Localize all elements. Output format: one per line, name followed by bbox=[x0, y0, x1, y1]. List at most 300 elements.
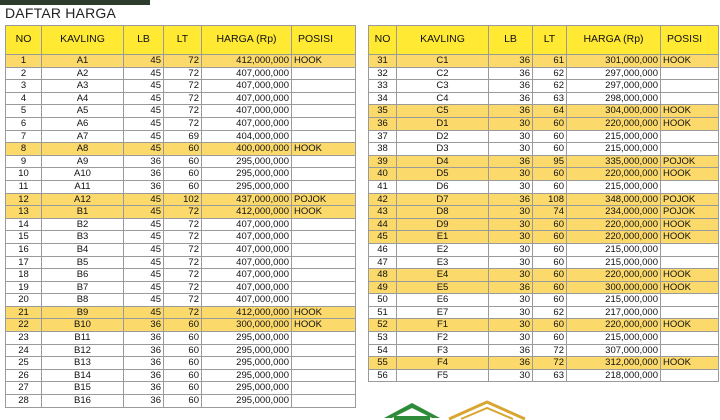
cell-kavling: B4 bbox=[42, 243, 124, 256]
table-row bbox=[6, 67, 356, 80]
cell-lb: 36 bbox=[489, 281, 533, 294]
cell-lt: 60 bbox=[164, 155, 202, 168]
cell-no: 12 bbox=[6, 193, 42, 206]
cell-posisi: HOOK bbox=[661, 357, 719, 370]
cell-lt: 62 bbox=[533, 306, 567, 319]
cell-lb: 45 bbox=[124, 55, 164, 68]
table-row bbox=[6, 155, 356, 168]
cell-kavling: A1 bbox=[42, 55, 124, 68]
cell-harga: 335,000,000 bbox=[567, 155, 661, 168]
cell-harga: 295,000,000 bbox=[202, 357, 292, 370]
cell-no: 37 bbox=[369, 130, 397, 143]
cell-kavling: A3 bbox=[42, 80, 124, 93]
header-lt: LT bbox=[164, 26, 202, 55]
cell-posisi bbox=[292, 269, 356, 282]
header-lb: LB bbox=[489, 26, 533, 55]
cell-lb: 36 bbox=[124, 168, 164, 181]
cell-kavling: C3 bbox=[397, 80, 489, 93]
table-row bbox=[369, 206, 719, 219]
cell-no: 42 bbox=[369, 193, 397, 206]
cell-harga: 295,000,000 bbox=[202, 369, 292, 382]
cell-no: 2 bbox=[6, 67, 42, 80]
cell-lt: 102 bbox=[164, 193, 202, 206]
cell-lb: 30 bbox=[489, 369, 533, 382]
cell-lt: 72 bbox=[164, 206, 202, 219]
cell-lb: 45 bbox=[124, 92, 164, 105]
table-row bbox=[369, 168, 719, 181]
table-row bbox=[369, 130, 719, 143]
table-row bbox=[6, 294, 356, 307]
cell-harga: 407,000,000 bbox=[202, 92, 292, 105]
cell-lb: 36 bbox=[489, 67, 533, 80]
cell-posisi bbox=[292, 332, 356, 345]
cell-lb: 45 bbox=[124, 281, 164, 294]
cell-kavling: B6 bbox=[42, 269, 124, 282]
cell-harga: 437,000,000 bbox=[202, 193, 292, 206]
cell-harga: 295,000,000 bbox=[202, 344, 292, 357]
table-row bbox=[6, 55, 356, 68]
header-posisi: POSISI bbox=[661, 26, 719, 55]
cell-harga: 348,000,000 bbox=[567, 193, 661, 206]
header-row bbox=[369, 26, 719, 55]
cell-kavling: A12 bbox=[42, 193, 124, 206]
cell-kavling: D9 bbox=[397, 218, 489, 231]
cell-kavling: D1 bbox=[397, 117, 489, 130]
cell-posisi: HOOK bbox=[661, 269, 719, 282]
cell-kavling: E3 bbox=[397, 256, 489, 269]
cell-harga: 220,000,000 bbox=[567, 269, 661, 282]
cell-posisi bbox=[292, 80, 356, 93]
cell-harga: 295,000,000 bbox=[202, 382, 292, 395]
cell-harga: 412,000,000 bbox=[202, 306, 292, 319]
cell-harga: 215,000,000 bbox=[567, 294, 661, 307]
cell-kavling: A10 bbox=[42, 168, 124, 181]
price-table-left bbox=[5, 25, 356, 408]
table-row bbox=[369, 306, 719, 319]
cell-lb: 30 bbox=[489, 130, 533, 143]
cell-lt: 72 bbox=[164, 243, 202, 256]
cell-posisi: POJOK bbox=[292, 193, 356, 206]
table-row bbox=[6, 105, 356, 118]
cell-no: 5 bbox=[6, 105, 42, 118]
cell-no: 35 bbox=[369, 105, 397, 118]
cell-lb: 36 bbox=[489, 193, 533, 206]
cell-posisi bbox=[661, 294, 719, 307]
cell-posisi bbox=[292, 117, 356, 130]
cell-lt: 63 bbox=[533, 92, 567, 105]
cell-posisi: HOOK bbox=[661, 117, 719, 130]
table-row bbox=[369, 256, 719, 269]
cell-kavling: A7 bbox=[42, 130, 124, 143]
cell-harga: 300,000,000 bbox=[202, 319, 292, 332]
cell-posisi bbox=[661, 180, 719, 193]
cell-lb: 36 bbox=[124, 369, 164, 382]
cell-no: 28 bbox=[6, 395, 42, 408]
cell-lt: 60 bbox=[164, 395, 202, 408]
cell-posisi bbox=[292, 67, 356, 80]
cell-posisi: HOOK bbox=[292, 306, 356, 319]
table-row bbox=[6, 357, 356, 370]
cell-lb: 30 bbox=[489, 256, 533, 269]
cell-lb: 30 bbox=[489, 332, 533, 345]
cell-no: 15 bbox=[6, 231, 42, 244]
cell-lt: 60 bbox=[164, 143, 202, 156]
cell-kavling: B11 bbox=[42, 332, 124, 345]
cell-lb: 36 bbox=[489, 55, 533, 68]
table-row bbox=[369, 269, 719, 282]
cell-no: 21 bbox=[6, 306, 42, 319]
cell-lb: 30 bbox=[489, 319, 533, 332]
cell-harga: 407,000,000 bbox=[202, 80, 292, 93]
cell-no: 17 bbox=[6, 256, 42, 269]
cell-lb: 30 bbox=[489, 231, 533, 244]
cell-posisi bbox=[292, 243, 356, 256]
cell-harga: 295,000,000 bbox=[202, 168, 292, 181]
cell-kavling: D6 bbox=[397, 180, 489, 193]
cell-kavling: A11 bbox=[42, 180, 124, 193]
cell-kavling: E5 bbox=[397, 281, 489, 294]
cell-lt: 72 bbox=[164, 67, 202, 80]
table-row bbox=[6, 168, 356, 181]
cell-no: 10 bbox=[6, 168, 42, 181]
cell-harga: 300,000,000 bbox=[567, 281, 661, 294]
cell-no: 48 bbox=[369, 269, 397, 282]
cell-lt: 60 bbox=[533, 243, 567, 256]
table-row bbox=[6, 92, 356, 105]
cell-lb: 36 bbox=[489, 155, 533, 168]
table-row bbox=[6, 80, 356, 93]
cell-no: 44 bbox=[369, 218, 397, 231]
table-row bbox=[6, 231, 356, 244]
cell-kavling: D4 bbox=[397, 155, 489, 168]
cell-posisi: POJOK bbox=[661, 206, 719, 219]
table-row bbox=[6, 256, 356, 269]
cell-no: 34 bbox=[369, 92, 397, 105]
cell-lt: 60 bbox=[164, 357, 202, 370]
cell-no: 31 bbox=[369, 55, 397, 68]
cell-lb: 45 bbox=[124, 218, 164, 231]
cell-no: 24 bbox=[6, 344, 42, 357]
page-title: DAFTAR HARGA bbox=[5, 5, 117, 21]
cell-lt: 60 bbox=[533, 294, 567, 307]
cell-lb: 30 bbox=[489, 180, 533, 193]
table-row bbox=[6, 243, 356, 256]
cell-no: 25 bbox=[6, 357, 42, 370]
cell-posisi bbox=[661, 369, 719, 382]
cell-lt: 72 bbox=[164, 256, 202, 269]
table-row bbox=[6, 369, 356, 382]
cell-kavling: D3 bbox=[397, 143, 489, 156]
cell-posisi bbox=[292, 180, 356, 193]
cell-lt: 72 bbox=[164, 105, 202, 118]
cell-no: 26 bbox=[6, 369, 42, 382]
cell-no: 18 bbox=[6, 269, 42, 282]
table-row bbox=[6, 180, 356, 193]
cell-kavling: E1 bbox=[397, 231, 489, 244]
cell-lt: 60 bbox=[533, 218, 567, 231]
cell-posisi bbox=[661, 332, 719, 345]
table-row bbox=[369, 180, 719, 193]
cell-no: 36 bbox=[369, 117, 397, 130]
cell-posisi bbox=[661, 306, 719, 319]
table-row bbox=[369, 67, 719, 80]
cell-lt: 60 bbox=[533, 319, 567, 332]
cell-lb: 45 bbox=[124, 193, 164, 206]
cell-posisi bbox=[292, 382, 356, 395]
cell-kavling: B2 bbox=[42, 218, 124, 231]
cell-kavling: B7 bbox=[42, 281, 124, 294]
table-row bbox=[6, 143, 356, 156]
cell-lt: 69 bbox=[164, 130, 202, 143]
cell-lb: 30 bbox=[489, 269, 533, 282]
cell-kavling: E4 bbox=[397, 269, 489, 282]
table-row bbox=[369, 193, 719, 206]
cell-harga: 400,000,000 bbox=[202, 143, 292, 156]
table-row bbox=[6, 344, 356, 357]
cell-lb: 36 bbox=[489, 357, 533, 370]
cell-lb: 45 bbox=[124, 231, 164, 244]
cell-kavling: C4 bbox=[397, 92, 489, 105]
cell-kavling: B14 bbox=[42, 369, 124, 382]
cell-harga: 295,000,000 bbox=[202, 332, 292, 345]
header-kavling: KAVLING bbox=[42, 26, 124, 55]
table-row bbox=[6, 269, 356, 282]
table-row bbox=[369, 155, 719, 168]
developer-logo-gold bbox=[447, 400, 527, 420]
cell-lt: 72 bbox=[164, 281, 202, 294]
table-row bbox=[6, 130, 356, 143]
cell-lb: 30 bbox=[489, 143, 533, 156]
cell-no: 54 bbox=[369, 344, 397, 357]
cell-harga: 215,000,000 bbox=[567, 130, 661, 143]
cell-harga: 412,000,000 bbox=[202, 55, 292, 68]
cell-no: 22 bbox=[6, 319, 42, 332]
cell-no: 8 bbox=[6, 143, 42, 156]
cell-kavling: B15 bbox=[42, 382, 124, 395]
cell-lb: 45 bbox=[124, 206, 164, 219]
cell-posisi bbox=[292, 218, 356, 231]
cell-posisi: HOOK bbox=[661, 319, 719, 332]
table-row bbox=[6, 382, 356, 395]
cell-no: 7 bbox=[6, 130, 42, 143]
cell-posisi: HOOK bbox=[661, 55, 719, 68]
table-row bbox=[369, 231, 719, 244]
cell-kavling: F1 bbox=[397, 319, 489, 332]
cell-harga: 407,000,000 bbox=[202, 281, 292, 294]
table-row bbox=[6, 206, 356, 219]
cell-no: 39 bbox=[369, 155, 397, 168]
cell-kavling: E6 bbox=[397, 294, 489, 307]
cell-harga: 404,000,000 bbox=[202, 130, 292, 143]
table-row bbox=[6, 306, 356, 319]
cell-posisi: HOOK bbox=[292, 319, 356, 332]
cell-no: 56 bbox=[369, 369, 397, 382]
cell-lb: 30 bbox=[489, 168, 533, 181]
cell-kavling: C2 bbox=[397, 67, 489, 80]
cell-kavling: E2 bbox=[397, 243, 489, 256]
cell-lt: 60 bbox=[164, 382, 202, 395]
cell-kavling: B5 bbox=[42, 256, 124, 269]
cell-no: 41 bbox=[369, 180, 397, 193]
cell-no: 1 bbox=[6, 55, 42, 68]
header-lb: LB bbox=[124, 26, 164, 55]
cell-lt: 60 bbox=[164, 369, 202, 382]
cell-no: 51 bbox=[369, 306, 397, 319]
cell-no: 33 bbox=[369, 80, 397, 93]
cell-lb: 45 bbox=[124, 256, 164, 269]
cell-kavling: D8 bbox=[397, 206, 489, 219]
cell-kavling: E7 bbox=[397, 306, 489, 319]
table-row bbox=[369, 80, 719, 93]
table-row bbox=[369, 332, 719, 345]
cell-lt: 60 bbox=[533, 117, 567, 130]
table-row bbox=[369, 357, 719, 370]
cell-lb: 36 bbox=[124, 382, 164, 395]
cell-harga: 215,000,000 bbox=[567, 180, 661, 193]
cell-lb: 45 bbox=[124, 243, 164, 256]
cell-no: 52 bbox=[369, 319, 397, 332]
cell-kavling: B10 bbox=[42, 319, 124, 332]
cell-posisi bbox=[292, 395, 356, 408]
cell-no: 53 bbox=[369, 332, 397, 345]
cell-posisi: HOOK bbox=[292, 143, 356, 156]
cell-lt: 95 bbox=[533, 155, 567, 168]
cell-posisi: POJOK bbox=[661, 155, 719, 168]
cell-lb: 36 bbox=[124, 332, 164, 345]
cell-harga: 220,000,000 bbox=[567, 117, 661, 130]
cell-no: 4 bbox=[6, 92, 42, 105]
cell-harga: 407,000,000 bbox=[202, 256, 292, 269]
cell-lt: 72 bbox=[533, 344, 567, 357]
cell-lt: 61 bbox=[533, 55, 567, 68]
cell-kavling: B16 bbox=[42, 395, 124, 408]
cell-kavling: D5 bbox=[397, 168, 489, 181]
cell-posisi bbox=[661, 130, 719, 143]
cell-lb: 36 bbox=[124, 395, 164, 408]
cell-posisi bbox=[292, 344, 356, 357]
cell-lt: 64 bbox=[533, 105, 567, 118]
header-harga: HARGA (Rp) bbox=[202, 26, 292, 55]
table-row bbox=[369, 243, 719, 256]
table-row bbox=[6, 117, 356, 130]
cell-lt: 60 bbox=[164, 319, 202, 332]
cell-kavling: F4 bbox=[397, 357, 489, 370]
cell-lt: 62 bbox=[533, 67, 567, 80]
cell-harga: 301,000,000 bbox=[567, 55, 661, 68]
cell-harga: 215,000,000 bbox=[567, 332, 661, 345]
cell-lb: 36 bbox=[489, 105, 533, 118]
cell-lb: 45 bbox=[124, 117, 164, 130]
cell-no: 47 bbox=[369, 256, 397, 269]
cell-no: 46 bbox=[369, 243, 397, 256]
cell-no: 20 bbox=[6, 294, 42, 307]
table-row bbox=[369, 369, 719, 382]
cell-no: 3 bbox=[6, 80, 42, 93]
cell-posisi bbox=[661, 67, 719, 80]
table-row bbox=[369, 117, 719, 130]
cell-posisi bbox=[292, 168, 356, 181]
cell-harga: 295,000,000 bbox=[202, 395, 292, 408]
cell-harga: 218,000,000 bbox=[567, 369, 661, 382]
cell-posisi: POJOK bbox=[661, 193, 719, 206]
cell-posisi bbox=[661, 92, 719, 105]
cell-posisi: HOOK bbox=[661, 168, 719, 181]
cell-posisi bbox=[661, 80, 719, 93]
cell-no: 6 bbox=[6, 117, 42, 130]
cell-harga: 407,000,000 bbox=[202, 243, 292, 256]
cell-posisi bbox=[292, 294, 356, 307]
cell-no: 45 bbox=[369, 231, 397, 244]
cell-lb: 45 bbox=[124, 130, 164, 143]
cell-lb: 36 bbox=[124, 344, 164, 357]
cell-lt: 60 bbox=[533, 168, 567, 181]
cell-lb: 45 bbox=[124, 306, 164, 319]
cell-posisi bbox=[292, 281, 356, 294]
cell-kavling: F3 bbox=[397, 344, 489, 357]
cell-harga: 312,000,000 bbox=[567, 357, 661, 370]
cell-lt: 72 bbox=[164, 218, 202, 231]
cell-harga: 407,000,000 bbox=[202, 67, 292, 80]
cell-posisi bbox=[292, 256, 356, 269]
cell-kavling: A6 bbox=[42, 117, 124, 130]
developer-logo-green bbox=[382, 400, 442, 420]
cell-kavling: F5 bbox=[397, 369, 489, 382]
cell-lt: 108 bbox=[533, 193, 567, 206]
cell-lb: 36 bbox=[124, 180, 164, 193]
cell-lb: 30 bbox=[489, 306, 533, 319]
cell-lt: 60 bbox=[164, 344, 202, 357]
cell-harga: 307,000,000 bbox=[567, 344, 661, 357]
cell-harga: 220,000,000 bbox=[567, 218, 661, 231]
cell-no: 27 bbox=[6, 382, 42, 395]
cell-posisi: HOOK bbox=[292, 206, 356, 219]
cell-lb: 45 bbox=[124, 105, 164, 118]
cell-kavling: A2 bbox=[42, 67, 124, 80]
cell-harga: 295,000,000 bbox=[202, 180, 292, 193]
cell-kavling: A8 bbox=[42, 143, 124, 156]
cell-harga: 407,000,000 bbox=[202, 269, 292, 282]
cell-no: 32 bbox=[369, 67, 397, 80]
cell-harga: 407,000,000 bbox=[202, 105, 292, 118]
cell-no: 38 bbox=[369, 143, 397, 156]
header-posisi: POSISI bbox=[292, 26, 356, 55]
cell-lb: 45 bbox=[124, 294, 164, 307]
cell-kavling: F2 bbox=[397, 332, 489, 345]
cell-lb: 45 bbox=[124, 269, 164, 282]
cell-no: 11 bbox=[6, 180, 42, 193]
table-row bbox=[6, 193, 356, 206]
cell-harga: 215,000,000 bbox=[567, 143, 661, 156]
cell-kavling: B8 bbox=[42, 294, 124, 307]
cell-kavling: A4 bbox=[42, 92, 124, 105]
cell-lt: 72 bbox=[533, 357, 567, 370]
cell-lt: 60 bbox=[164, 180, 202, 193]
cell-lb: 36 bbox=[124, 319, 164, 332]
cell-harga: 407,000,000 bbox=[202, 218, 292, 231]
cell-posisi bbox=[292, 369, 356, 382]
table-row bbox=[369, 319, 719, 332]
cell-kavling: A9 bbox=[42, 155, 124, 168]
cell-posisi bbox=[661, 256, 719, 269]
cell-harga: 295,000,000 bbox=[202, 155, 292, 168]
cell-lt: 63 bbox=[533, 369, 567, 382]
table-row bbox=[6, 319, 356, 332]
table-row bbox=[369, 105, 719, 118]
cell-no: 9 bbox=[6, 155, 42, 168]
cell-harga: 234,000,000 bbox=[567, 206, 661, 219]
cell-lb: 45 bbox=[124, 80, 164, 93]
header-kavling: KAVLING bbox=[397, 26, 489, 55]
